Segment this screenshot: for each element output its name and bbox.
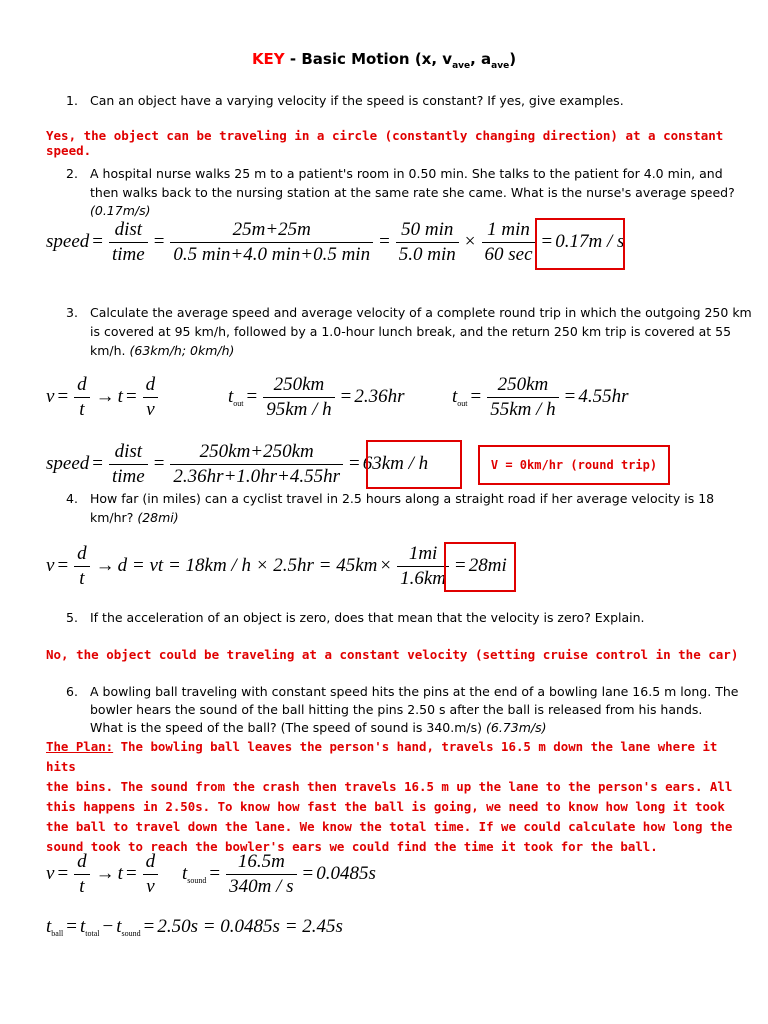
equation-q2: speed = $\frac{\text{dist}}{\text{time}}$ = $\frac{25m+25m}{0.5 \min+4.0 \min+0.5 \min}$ = $\frac{50 \min}{5.0 \min}$ × $\frac{1 \min}{60 \sec}$ = 0.17m / s [46,219,625,265]
hint-6: (6.73m/s) [485,720,547,735]
hint-3: (63km/h; 0km/h) [129,343,235,358]
equation-q3-tout2: $t_{out}$ = $\frac{250km}{55km / h}$ = 4.55hr [452,374,629,420]
answer-5: No, the object could be traveling at a constant velocity (setting cruise control in the car) [46,647,739,662]
equation-q6-tball: $t_{ball} = t_{total} - t_{sound} = 2.50s = 0.0485s = 2.45s$ [46,916,343,938]
question-5-text: If the acceleration of an object is zero, does that mean that the velocity is zero? Explain. [90,610,645,625]
equation-q3-tout1: $t_{out}$ = $\frac{250km}{95km / h}$ = 2.36hr [228,374,405,420]
hint-2: (0.17m/s) [90,203,151,218]
equation-q6-tsound: $t_{sound}$ = $\frac{16.5m}{340m / s}$ = 0.0485s [182,851,376,897]
hint-4: (28mi) [137,510,179,525]
equation-q4: v = $\frac{d}{t}$ → d = vt = 18km / h × 2.5hr = 45km × $\frac{1mi}{1.6km}$ = 28mi [46,543,507,589]
equation-q3-speed: speed = $\frac{\text{dist}}{\text{time}}$ = $\frac{250km+250km}{2.36hr+1.0hr+4.55hr}$ = 63km / h [46,441,429,487]
equation-q3-velocity: v = $\frac{d}{t}$ → t = $\frac{d}{v}$ [46,373,161,422]
page-title: KEY - Basic Motion (x, $v_{ave}$, $a_{ave}$) [251,50,517,71]
answer-box-q2 [535,218,625,270]
answer-box-q3-velocity: V = 0km/hr (round trip) [478,445,670,485]
answer-1: Yes, the object can be traveling in a circle (constantly changing direction) at a constant speed. [46,128,724,158]
answer-box-q3-speed [366,440,462,489]
equation-q6-velocity: v = $\frac{d}{t}$ → t = $\frac{d}{v}$ [46,850,161,899]
plan-label: The Plan: [46,739,114,754]
question-1-text: Can an object have a varying velocity if the speed is constant? If yes, give examples. [90,93,624,108]
answer-box-q4 [444,542,516,592]
plan-paragraph: The Plan: The bowling ball leaves the person's hand, travels 16.5 m down the lane where it hits the bins. The sound from the crash then travels 16.5 m up the lane to the person's ears. All this happens in 2.50s. To know how fast the ball is going, we need to know how long it took the ball to travel down the lane. We know the total time. If we could calculate how long the sound took to reach the bowler's ears we could find the time it took for the ball. [46,739,733,854]
title-key: KEY [251,50,285,68]
